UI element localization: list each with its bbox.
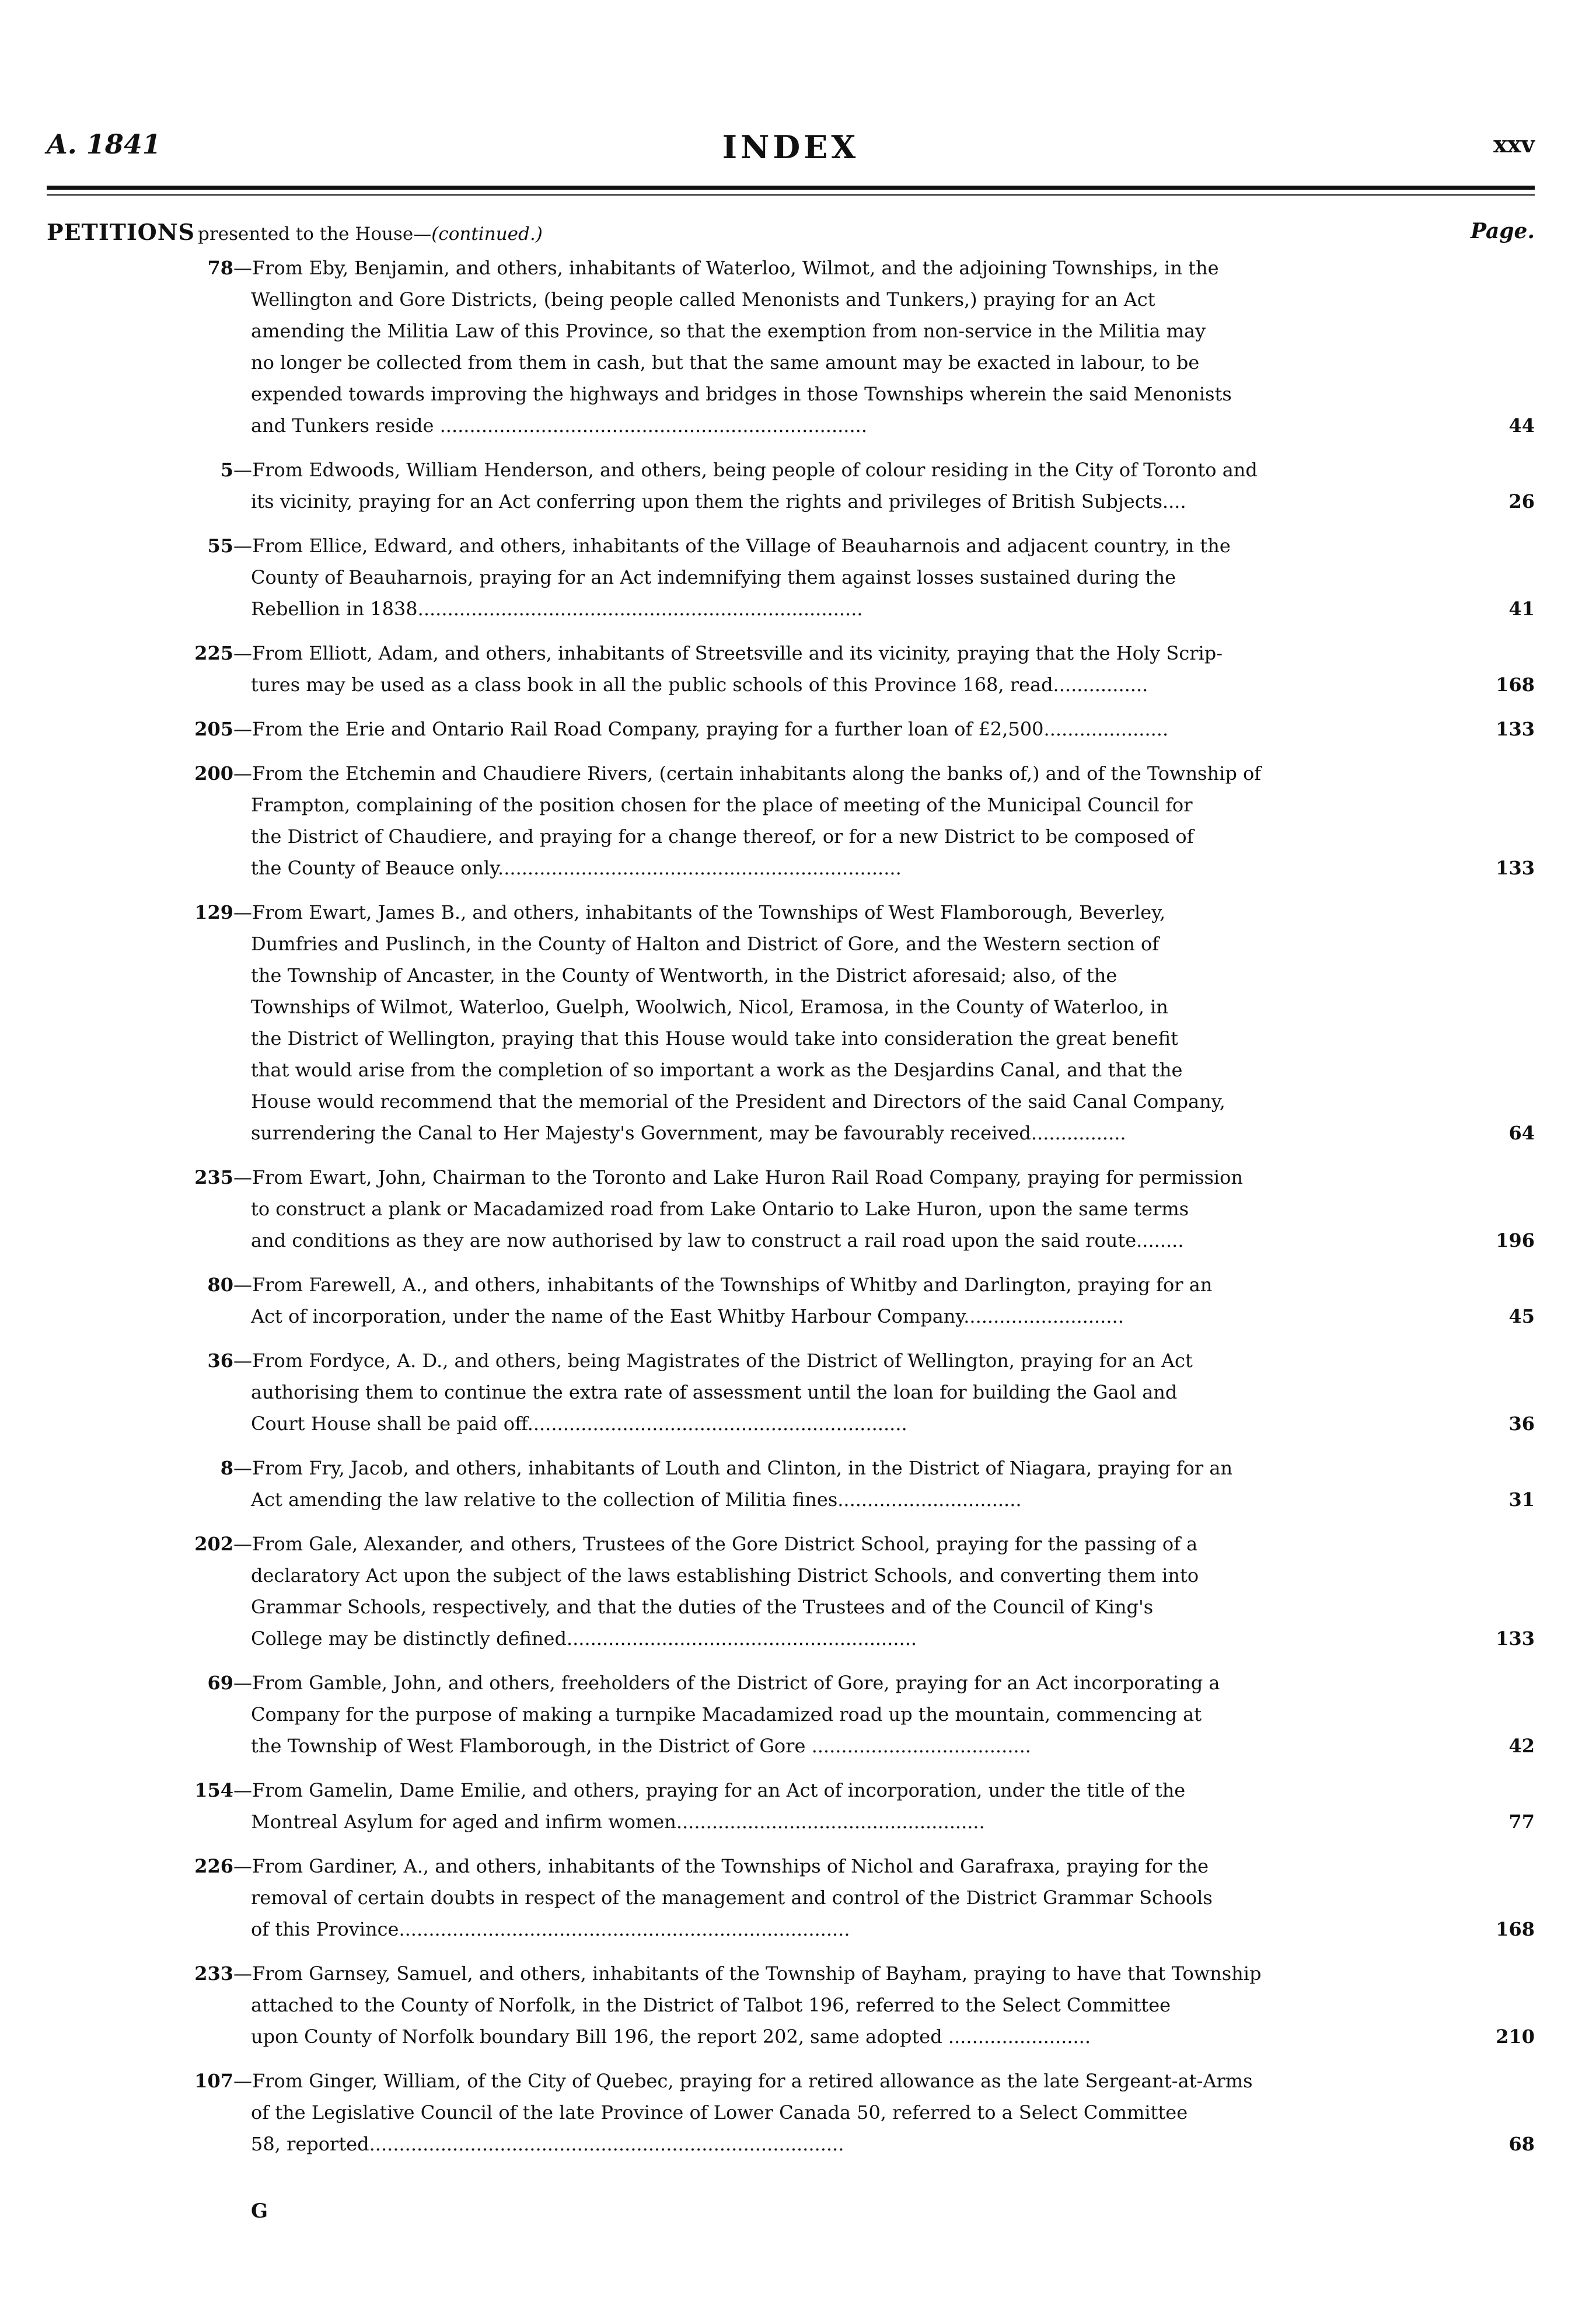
petition-line <box>47 713 1535 745</box>
petition-text: Frampton, complaining of the position chosen for the place of meeting of the Municipal Council for <box>251 794 1193 816</box>
petition-text: to construct a plank or Macadamized road from Lake Ontario to Lake Huron, upon the same terms <box>251 1198 1189 1220</box>
petition-line <box>47 1989 1535 2021</box>
petition-text: From Elliott, Adam, and others, inhabitants of Streetsville and its vicinity, praying that the Holy Scrip- <box>252 642 1223 664</box>
petition-text: tures may be used as a class book in all the public schools of this Province 168, read................ <box>251 674 1148 696</box>
petition-line <box>47 1117 1535 1149</box>
petition-text: upon County of Norfolk boundary Bill 196, the report 202, same adopted ........................ <box>251 2025 1091 2048</box>
petition-text: From Gale, Alexander, and others, Trustees of the Gore District School, praying for the passing of a <box>252 1533 1198 1555</box>
petition-line <box>47 347 1535 378</box>
petition-text: of this Province............................................................................ <box>251 1918 850 1940</box>
petition-text: Montreal Asylum for aged and infirm women.................................................... <box>251 1811 985 1833</box>
petition-entry <box>47 1850 1535 1945</box>
em-dash: — <box>233 1166 252 1188</box>
petition-line <box>47 2021 1535 2052</box>
petition-text: removal of certain doubts in respect of the management and control of the District Grammar Schools <box>251 1887 1213 1909</box>
signature-mark: G <box>251 2199 268 2223</box>
petition-line <box>47 637 1535 669</box>
petition-line <box>47 1560 1535 1591</box>
petition-text: declaratory Act upon the subject of the laws establishing District Schools, and converting them into <box>251 1564 1199 1587</box>
petition-entry <box>47 1958 1535 2052</box>
petition-line <box>47 1774 1535 1806</box>
running-head <box>47 128 1535 175</box>
petition-line <box>47 1269 1535 1301</box>
petition-line <box>47 2128 1535 2160</box>
petition-line <box>47 852 1535 884</box>
page-reference: 64 <box>1505 1117 1535 1149</box>
page-reference: 41 <box>1505 593 1535 625</box>
page-reference: 68 <box>1505 2128 1535 2160</box>
petition-text: County of Beauharnois, praying for an Act indemnifying them against losses sustained during the <box>251 566 1176 588</box>
petition-entry <box>47 2065 1535 2160</box>
petition-line <box>47 897 1535 928</box>
petition-number: 5 <box>220 459 233 481</box>
petition-line <box>47 821 1535 852</box>
page-column-label: Page. <box>1470 219 1535 243</box>
petition-text: From Ellice, Edward, and others, inhabitants of the Village of Beauharnois and adjacent country, in the <box>252 535 1231 557</box>
em-dash: — <box>233 1274 252 1296</box>
petition-number: 80 <box>207 1274 233 1296</box>
page-reference: 26 <box>1505 486 1535 517</box>
em-dash: — <box>233 1672 252 1694</box>
page-reference: 45 <box>1505 1301 1535 1332</box>
petition-line <box>47 1452 1535 1484</box>
petition-entry <box>47 252 1535 441</box>
em-dash: — <box>233 535 252 557</box>
petition-line <box>47 1806 1535 1838</box>
petition-line <box>47 1301 1535 1332</box>
petition-text: of the Legislative Council of the late Province of Lower Canada 50, referred to a Select Committee <box>251 2101 1188 2124</box>
page-reference: 77 <box>1505 1806 1535 1838</box>
petition-entry <box>47 1452 1535 1515</box>
petition-line <box>47 315 1535 347</box>
em-dash: — <box>233 1779 252 1801</box>
petition-text: From the Erie and Ontario Rail Road Company, praying for a further loan of £2,500..................... <box>252 718 1169 740</box>
petition-text: and Tunkers reside ........................................................................ <box>251 414 867 437</box>
em-dash: — <box>233 1962 252 1985</box>
petition-text: and conditions as they are now authorised by law to construct a rail road upon the said route........ <box>251 1229 1184 1251</box>
petition-entry <box>47 758 1535 884</box>
petition-text: Company for the purpose of making a turnpike Macadamized road up the mountain, commencing at <box>251 1703 1202 1725</box>
em-dash: — <box>233 901 252 923</box>
header-rule-thin <box>47 194 1535 196</box>
petition-line <box>47 789 1535 821</box>
petition-number: 205 <box>194 718 233 740</box>
petition-line <box>47 1882 1535 1913</box>
petition-line <box>47 1958 1535 1989</box>
petition-line <box>47 252 1535 284</box>
em-dash: — <box>233 1457 252 1479</box>
petition-number: 226 <box>194 1855 233 1877</box>
petition-line <box>47 284 1535 315</box>
header-rule-thick <box>47 186 1535 190</box>
petition-line <box>47 2097 1535 2128</box>
em-dash: — <box>233 762 252 785</box>
page-title: INDEX <box>722 128 860 166</box>
petition-line <box>47 486 1535 517</box>
petition-number: 8 <box>220 1457 233 1479</box>
petition-text: From Ewart, James B., and others, inhabitants of the Townships of West Flamborough, Beverley, <box>252 901 1166 923</box>
petition-text: From Farewell, A., and others, inhabitants of the Townships of Whitby and Darlington, praying for an <box>252 1274 1213 1296</box>
petition-number: 154 <box>194 1779 233 1801</box>
petition-number: 69 <box>207 1672 233 1694</box>
petition-text: no longer be collected from them in cash, but that the same amount may be exacted in labour, to be <box>251 351 1200 374</box>
petition-text: From Ginger, William, of the City of Quebec, praying for a retired allowance as the late Sergeant-at-Arms <box>252 2070 1253 2092</box>
section-title: PETITIONS <box>47 219 195 245</box>
petition-entry <box>47 1667 1535 1762</box>
petition-text: From Gamble, John, and others, freeholders of the District of Gore, praying for an Act incorporating a <box>252 1672 1220 1694</box>
petition-entry <box>47 454 1535 517</box>
petition-entry <box>47 1269 1535 1332</box>
petition-number: 200 <box>194 762 233 785</box>
petition-line <box>47 454 1535 486</box>
page-reference: 133 <box>1492 852 1535 884</box>
petition-line <box>47 1623 1535 1654</box>
petition-line <box>47 593 1535 625</box>
petition-line <box>47 991 1535 1023</box>
section-subtitle: presented to the House— <box>198 224 432 245</box>
em-dash: — <box>233 2070 252 2092</box>
petition-number: 235 <box>194 1166 233 1188</box>
petition-list <box>47 252 1535 2173</box>
petition-text: From Ewart, John, Chairman to the Toronto and Lake Huron Rail Road Company, praying for permission <box>252 1166 1244 1188</box>
section-continued: (continued.) <box>431 224 543 245</box>
petition-number: 36 <box>207 1350 233 1372</box>
petition-entry <box>47 530 1535 625</box>
page-reference: 168 <box>1492 1913 1535 1945</box>
petition-entry <box>47 1345 1535 1439</box>
em-dash: — <box>233 642 252 664</box>
petition-line <box>47 960 1535 991</box>
petition-line <box>47 378 1535 410</box>
em-dash: — <box>233 1855 252 1877</box>
petition-line <box>47 1162 1535 1193</box>
petition-text: From Edwoods, William Henderson, and others, being people of colour residing in the City of Toronto and <box>252 459 1258 481</box>
petition-text: From Fordyce, A. D., and others, being Magistrates of the District of Wellington, praying for an Act <box>252 1350 1193 1372</box>
petition-text: Wellington and Gore Districts, (being people called Menonists and Tunkers,) praying for an Act <box>251 288 1155 311</box>
petition-text: Act of incorporation, under the name of the East Whitby Harbour Company........................... <box>251 1305 1124 1327</box>
petition-line <box>47 530 1535 562</box>
petition-number: 202 <box>194 1533 233 1555</box>
petition-number: 225 <box>194 642 233 664</box>
petition-number: 129 <box>194 901 233 923</box>
petition-text: From Gamelin, Dame Emilie, and others, praying for an Act of incorporation, under the title of the <box>252 1779 1186 1801</box>
page-reference: 133 <box>1492 1623 1535 1654</box>
petition-text: Dumfries and Puslinch, in the County of Halton and District of Gore, and the Western section of <box>251 933 1160 955</box>
petition-line <box>47 1528 1535 1560</box>
petition-text: amending the Militia Law of this Province, so that the exemption from non-service in the Militia may <box>251 320 1206 342</box>
petition-line <box>47 1913 1535 1945</box>
petition-text: the County of Beauce only.................................................................... <box>251 857 902 879</box>
petition-line <box>47 1408 1535 1439</box>
petition-line <box>47 562 1535 593</box>
petition-line <box>47 1225 1535 1256</box>
petition-text: its vicinity, praying for an Act conferring upon them the rights and privileges of British Subjects.... <box>251 490 1186 513</box>
petition-text: From the Etchemin and Chaudiere Rivers, (certain inhabitants along the banks of,) and of the Township of <box>252 762 1262 785</box>
petition-line <box>47 1484 1535 1515</box>
petition-text: Rebellion in 1838........................................................................... <box>251 598 863 620</box>
petition-line <box>47 1376 1535 1408</box>
petition-text: the District of Chaudiere, and praying for a change thereof, or for a new District to be composed of <box>251 825 1194 848</box>
em-dash: — <box>233 1533 252 1555</box>
page-numeral: xxv <box>1493 131 1535 158</box>
petition-text: authorising them to continue the extra rate of assessment until the loan for building the Gaol and <box>251 1381 1178 1403</box>
petition-text: From Gardiner, A., and others, inhabitants of the Townships of Nichol and Garafraxa, praying for the <box>252 1855 1209 1877</box>
petition-line <box>47 1193 1535 1225</box>
petition-line <box>47 1086 1535 1117</box>
petition-entry <box>47 1528 1535 1654</box>
petition-line <box>47 1667 1535 1699</box>
page-reference: 31 <box>1505 1484 1535 1515</box>
petition-text: expended towards improving the highways and bridges in those Townships wherein the said Menonists <box>251 383 1232 405</box>
petition-text: Court House shall be paid off................................................................ <box>251 1413 907 1435</box>
petition-line <box>47 758 1535 789</box>
page-reference: 42 <box>1505 1730 1535 1762</box>
petition-number: 107 <box>194 2070 233 2092</box>
petition-line <box>47 1591 1535 1623</box>
petition-text: the Township of West Flamborough, in the District of Gore ..................................... <box>251 1735 1031 1757</box>
petition-number: 78 <box>207 257 233 279</box>
em-dash: — <box>233 1350 252 1372</box>
petition-number: 55 <box>207 535 233 557</box>
section-heading <box>47 219 1535 254</box>
petition-text: attached to the County of Norfolk, in the District of Talbot 196, referred to the Select Committee <box>251 1994 1171 2016</box>
page-reference: 44 <box>1505 410 1535 441</box>
petition-line <box>47 669 1535 700</box>
page-reference: 168 <box>1492 669 1535 700</box>
petition-line <box>47 1054 1535 1086</box>
petition-text: surrendering the Canal to Her Majesty's Government, may be favourably received................ <box>251 1122 1126 1144</box>
petition-entry <box>47 1774 1535 1838</box>
petition-text: that would arise from the completion of so important a work as the Desjardins Canal, and that the <box>251 1059 1183 1081</box>
petition-entry <box>47 897 1535 1149</box>
petition-line <box>47 928 1535 960</box>
petition-entry <box>47 713 1535 745</box>
em-dash: — <box>233 257 252 279</box>
petition-text: House would recommend that the memorial of the President and Directors of the said Canal Company, <box>251 1090 1225 1113</box>
page-reference: 196 <box>1492 1225 1535 1256</box>
petition-text: From Eby, Benjamin, and others, inhabitants of Waterloo, Wilmot, and the adjoining Townships, in the <box>252 257 1219 279</box>
page-reference: 133 <box>1492 713 1535 745</box>
petition-line <box>47 1730 1535 1762</box>
petition-text: Grammar Schools, respectively, and that the duties of the Trustees and of the Council of King's <box>251 1596 1154 1618</box>
petition-number: 233 <box>194 1962 233 1985</box>
petition-entry <box>47 1162 1535 1256</box>
petition-text: College may be distinctly defined........................................................... <box>251 1627 917 1650</box>
petition-line <box>47 2065 1535 2097</box>
petition-text: From Garnsey, Samuel, and others, inhabitants of the Township of Bayham, praying to have that Township <box>252 1962 1262 1985</box>
petition-line <box>47 1345 1535 1376</box>
page-reference: 210 <box>1492 2021 1535 2052</box>
petition-line <box>47 1850 1535 1882</box>
petition-text: the District of Wellington, praying that this House would take into consideration the great benefit <box>251 1027 1178 1050</box>
petition-entry <box>47 637 1535 700</box>
em-dash: — <box>233 718 252 740</box>
petition-text: Act amending the law relative to the collection of Militia fines............................... <box>251 1488 1022 1511</box>
petition-line <box>47 1699 1535 1730</box>
petition-line <box>47 1023 1535 1054</box>
em-dash: — <box>233 459 252 481</box>
petition-text: 58, reported................................................................................ <box>251 2133 844 2155</box>
petition-text: Townships of Wilmot, Waterloo, Guelph, Woolwich, Nicol, Eramosa, in the County of Waterloo, in <box>251 996 1168 1018</box>
year-label: A. 1841 <box>47 128 161 160</box>
page-reference: 36 <box>1505 1408 1535 1439</box>
petition-text: the Township of Ancaster, in the County of Wentworth, in the District aforesaid; also, of the <box>251 964 1117 986</box>
petition-text: From Fry, Jacob, and others, inhabitants of Louth and Clinton, in the District of Niagara, praying for an <box>252 1457 1233 1479</box>
petition-line <box>47 410 1535 441</box>
